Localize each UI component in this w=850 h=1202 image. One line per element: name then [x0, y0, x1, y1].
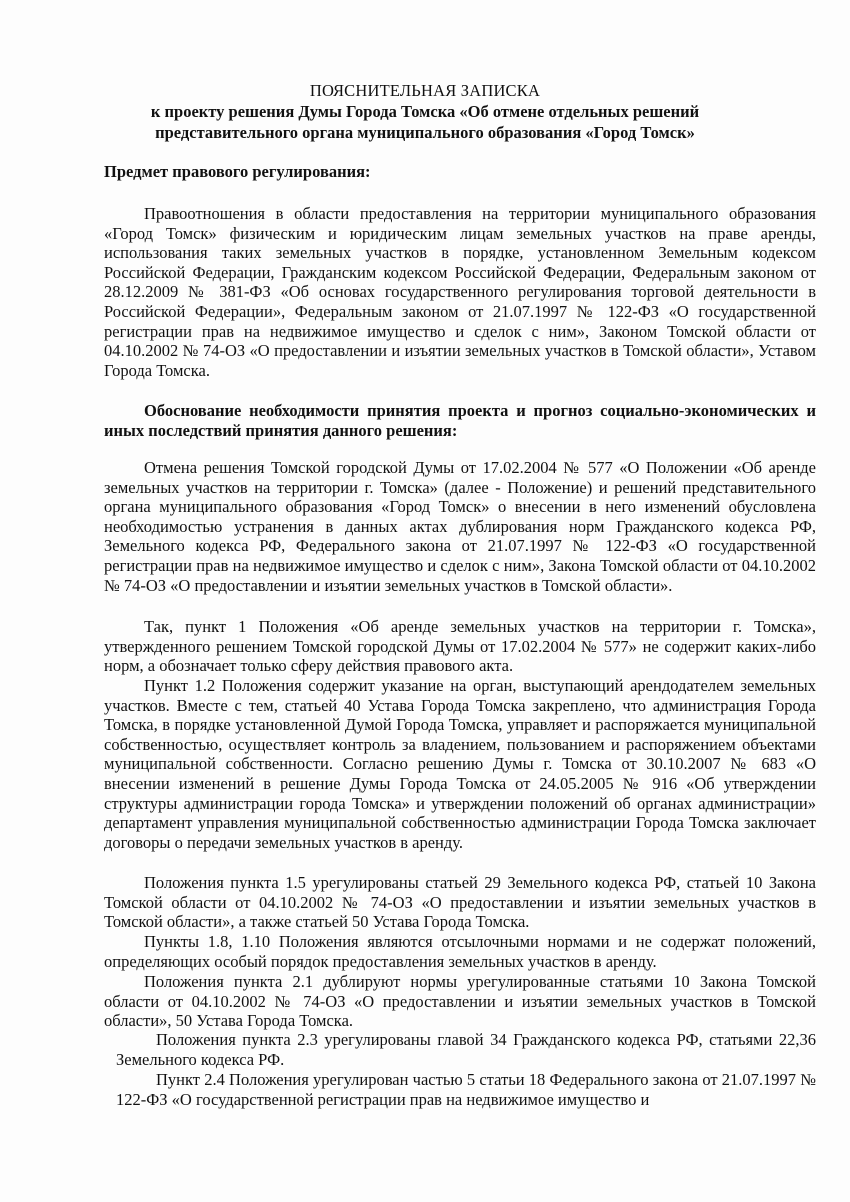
paragraph-points-1-8-1-10: Пункты 1.8, 1.10 Положения являются отсылочными нормами и не содержат положений, определяющих особый порядок предоставления земельных участков в аренду.: [104, 932, 816, 971]
paragraph-repeal: Отмена решения Томской городской Думы от 17.02.2004 № 577 «О Положении «Об аренде земельных участков на территории г. Томска» (далее - Положение) и решений представительного органа муниципального образования «Город Томск» о внесении в него изменений обусловлена необходимостью устранения в данных актах дублирования норм Гражданского кодекса РФ, Земельного кодекса РФ, Федерального закона от 21.07.1997 № 122-ФЗ «О государственной регистрации прав на недвижимое имущество и сделок с ним», Закона Томской области от 04.10.2002 № 74-ОЗ «О предоставлении и изъятии земельных участков в Томской области».: [104, 458, 816, 595]
paragraph-point-1-5: Положения пункта 1.5 урегулированы статьей 29 Земельного кодекса РФ, статьей 10 Закона Томской области от 04.10.2002 № 74-ОЗ «О предоставлении и изъятии земельных участков в Томской области», а также статьей 50 Устава Города Томска.: [104, 873, 816, 932]
section-1-heading: Предмет правового регулирования:: [104, 162, 371, 181]
section-2-heading: Обоснование необходимости принятия проекта и прогноз социально-экономических и иных последствий принятия данного решения:: [104, 401, 816, 440]
title-line-2: к проекту решения Думы Города Томска «Об отмене отдельных решений: [150, 102, 700, 121]
paragraph-point-2-1: Положения пункта 2.1 дублируют нормы урегулированные статьями 10 Закона Томской области от 04.10.2002 № 74-ОЗ «О предоставлении и изъятии земельных участков в Томской области», 50 Устава Города Томска.: [104, 972, 816, 1031]
document-title: [0, 80, 850, 143]
paragraph-point-2-3: Положения пункта 2.3 урегулированы главой 34 Гражданского кодекса РФ, статьями 22,36 Земельного кодекса РФ.: [116, 1030, 816, 1069]
paragraph-point-1-2: Пункт 1.2 Положения содержит указание на орган, выступающий арендодателем земельных участков. Вместе с тем, статьей 40 Устава Города Томска закреплено, что администрация Города Томска, в порядке установленной Думой Города Томска, управляет и распоряжается муниципальной собственностью, осуществляет контроль за владением, пользованием и распоряжением объектами муниципальной собственности. Согласно решению Думы г. Томска от 30.10.2007 № 683 «О внесении изменений в решение Думы Города Томска от 24.05.2005 № 916 «Об утверждении структуры администрации города Томска» и утверждении положений об органах администрации» департамент управления муниципальной собственностью администрации Города Томска заключает договоры о передачи земельных участков в аренду.: [104, 676, 816, 852]
paragraph-point-1: Так, пункт 1 Положения «Об аренде земельных участков на территории г. Томска», утвержденного решением Томской городской Думы от 17.02.2004 № 577» не содержит каких-либо норм, а обозначает только сферу действия правового акта.: [104, 617, 816, 676]
section-1-paragraph: Правоотношения в области предоставления на территории муниципального образования «Город Томск» физическим и юридическим лицам земельных участков на праве аренды, использования таких земельных участков в порядке, установленном Земельным кодексом Российской Федерации, Гражданским кодексом Российской Федерации, Федеральным законом от 28.12.2009 № 381-ФЗ «Об основах государственного регулирования торговой деятельности в Российской Федерации», Федеральным законом от 21.07.1997 № 122-ФЗ «О государственной регистрации прав на недвижимое имущество и сделок с ним», Законом Томской области от 04.10.2002 № 74-ОЗ «О предоставлении и изъятии земельных участков в Томской области», Уставом Города Томска.: [104, 204, 816, 380]
paragraph-point-2-4: Пункт 2.4 Положения урегулирован частью 5 статьи 18 Федерального закона от 21.07.1997 № 122-ФЗ «О государственной регистрации прав на недвижимое имущество и: [116, 1070, 816, 1109]
title-line-1: ПОЯСНИТЕЛЬНАЯ ЗАПИСКА: [309, 81, 541, 100]
title-line-3: представительного органа муниципального образования «Город Томск»: [155, 123, 695, 142]
